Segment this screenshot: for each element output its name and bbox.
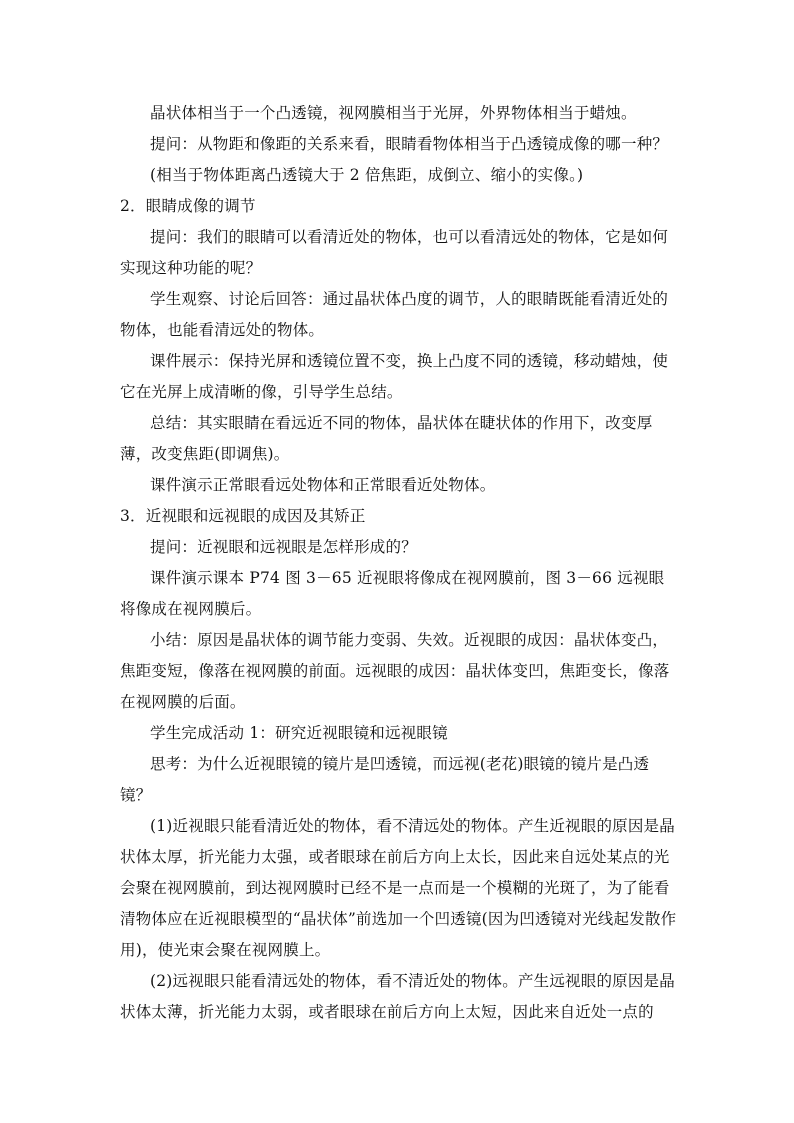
paragraph-think-question: 思考：为什么近视眼镜的镜片是凹透镜，而远视(老花)眼镜的镜片是凸透镜？ [120, 755, 650, 804]
paragraph-myopia-explanation: (1)近视眼只能看清近处的物体，看不清远处的物体。产生近视眼的原因是晶状体太厚，折光能力太强，或者眼球在前后方向上太长，因此来自远处某点的光会聚在视网膜前，到达视网膜时已经不是一点而是一个模糊的光斑了，为了能看清物体应在近视眼模型的“晶状体”前选加一个凹透镜(因为凹透镜对光线起发散作用)，使光束会聚在视网膜上。 [120, 817, 677, 959]
paragraph-hyperopia-explanation: (2)远视眼只能看清远处的物体，看不清近处的物体。产生远视眼的原因是晶状体太薄，折光能力太弱，或者眼球在前后方向上太短，因此来自近处一点的 [120, 972, 675, 1021]
paragraph-summary-focus: 总结：其实眼睛在看远近不同的物体，晶状体在睫状体的作用下，改变厚薄，改变焦距(即调焦)。 [120, 414, 653, 463]
paragraph-question-near-far: 提问：我们的眼睛可以看清近处的物体，也可以看清远处的物体，它是如何实现这种功能的呢？ [120, 228, 669, 277]
paragraph-textbook-figures: 课件演示课本 P74 图 3－65 近视眼将像成在视网膜前，图 3－66 远视眼将像成在视网膜后。 [120, 569, 665, 618]
section-heading-eye-adjustment: 2．眼睛成像的调节 [120, 197, 256, 215]
paragraph-answer-imaging-type: (相当于物体距离凸透镜大于 2 倍焦距，成倒立、缩小的实像。) [150, 166, 584, 184]
paragraph-courseware-demo: 课件展示：保持光屏和透镜位置不变，换上凸度不同的透镜，移动蜡烛，使它在光屏上成清晰的像，引导学生总结。 [120, 352, 669, 401]
section-heading-myopia-hyperopia: 3．近视眼和远视眼的成因及其矫正 [120, 507, 366, 525]
paragraph-question-imaging-type: 提问：从物距和像距的关系来看，眼睛看物体相当于凸透镜成像的哪一种？ [150, 135, 669, 153]
paragraph-question-causes: 提问：近视眼和远视眼是怎样形成的？ [150, 538, 417, 556]
paragraph-lens-analogy: 晶状体相当于一个凸透镜，视网膜相当于光屏，外界物体相当于蜡烛。 [150, 104, 637, 122]
document-body [120, 98, 680, 1028]
paragraph-summary-causes: 小结：原因是晶状体的调节能力变弱、失效。近视眼的成因：晶状体变凸，焦距变短，像落在视网膜的前面。远视眼的成因：晶状体变凹，焦距变长，像落在视网膜的后面。 [120, 631, 670, 711]
paragraph-normal-eye-demo: 课件演示正常眼看远处物体和正常眼看近处物体。 [150, 476, 496, 494]
paragraph-student-answer: 学生观察、讨论后回答：通过晶状体凸度的调节，人的眼睛既能看清近处的物体，也能看清远处的物体。 [120, 290, 669, 339]
paragraph-activity-1: 学生完成活动 1：研究近视眼镜和远视眼镜 [150, 724, 448, 742]
